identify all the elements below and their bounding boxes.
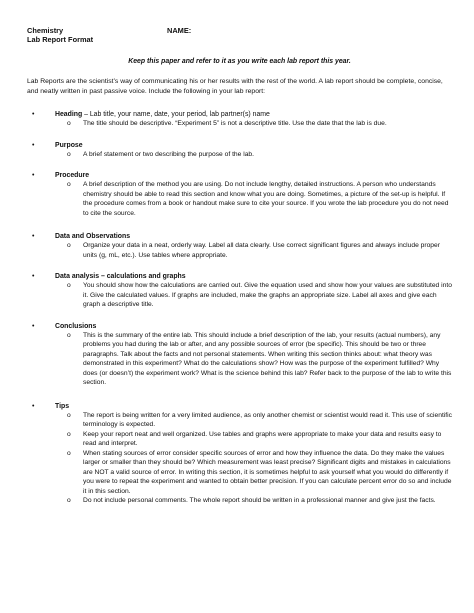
bullet-icon: • (32, 402, 35, 410)
section-heading-label: Data analysis – calculations and graphs (55, 273, 186, 281)
list-item-text: Organize your data in a neat, orderly way. Label all data clearly. Use correct significant figures and always include proper units (g, mL, etc.). Use tables where appropriate. (83, 242, 440, 259)
section-heading-label: Data and Observations (55, 233, 131, 241)
section-heading-label: Tips (55, 402, 70, 410)
list-item-text: A brief statement or two describing the purpose of the lab. (83, 150, 255, 158)
list-item-text: A brief description of the method you are using. Do not include lengthy, detailed instructions. A person who understands chemistry should be able to read this section and know what you are doing. Sometimes, a picture of the set-up is helpful. If the procedure comes from a book or handout make sure to cite your source. If you wrote the lab procedure you do not need to cite the source. (83, 181, 449, 217)
list-item (67, 180, 452, 218)
list-item (67, 449, 452, 497)
sub-bullet-icon: o (67, 331, 71, 339)
section-heading (55, 110, 452, 119)
section-heading (55, 272, 452, 281)
section-heading (27, 110, 452, 129)
document-page (27, 26, 452, 506)
list-item-text: You should show how the calculations are carried out. Give the equation used and show how your values are substituted into it. Give the calculated values. If graphs are included, make the graphs an appropriate size. Label all axes and give each graph a descriptive title. (83, 282, 452, 309)
section-heading-label: Purpose (55, 141, 83, 149)
section-conclusions (27, 322, 452, 388)
list-item (67, 150, 452, 160)
section-heading-label: Heading (55, 111, 83, 119)
sub-bullet-icon: o (67, 120, 71, 128)
section-data-and-observations (27, 232, 452, 260)
section-tips (27, 402, 452, 506)
bullet-icon: • (32, 172, 35, 180)
name-label: NAME: (167, 26, 192, 35)
bullet-icon: • (32, 233, 35, 241)
section-heading-detail: – Lab title, your name, date, your period, lab partner(s) name (82, 111, 270, 119)
section-heading (55, 171, 452, 180)
sub-bullet-icon: o (67, 411, 71, 419)
sub-bullet-icon: o (67, 242, 71, 250)
section-heading-label: Procedure (55, 172, 90, 180)
section-heading (55, 232, 452, 241)
section-list (27, 110, 452, 506)
list-item (67, 430, 452, 449)
sub-bullet-icon: o (67, 430, 71, 438)
bullet-icon: • (32, 322, 35, 330)
list-item (67, 281, 452, 310)
list-item (67, 331, 452, 388)
list-item-text: The report is being written for a very limited audience, as only another chemist or scientist would read it. This use of scientific terminology is expected. (83, 411, 452, 429)
bullet-icon: • (32, 273, 35, 281)
sub-bullet-icon: o (67, 497, 71, 505)
document-title: Lab Report Format (27, 35, 94, 44)
list-item-text: Keep your report neat and well organized. Use tables and graphs were appropriate to make your data and results easy to read and interpret. (83, 430, 442, 448)
list-item-text: Do not include personal comments. The whole report should be written in a professional manner and give just the facts. (83, 497, 436, 505)
sub-bullet-icon: o (67, 150, 71, 158)
section-heading (55, 402, 452, 411)
list-item (67, 496, 452, 506)
section-heading (55, 141, 452, 150)
section-data-analysis-calculations-and-graphs (27, 272, 452, 310)
list-item-text: The title should be descriptive. “Experiment 5” is not a descriptive title. Use the date that the lab is due. (83, 120, 387, 128)
sub-bullet-icon: o (67, 449, 71, 457)
instruction-note: Keep this paper and refer to it as you write each lab report this year. (128, 58, 351, 65)
document-header (27, 26, 452, 44)
section-purpose (27, 141, 452, 160)
sub-bullet-icon: o (67, 181, 71, 189)
list-item-text: When stating sources of error consider specific sources of error and how they influence the data. Do they make the values larger or smaller than they should be? Which measurement was least precise? Significant digits and mistakes in calculations are NOT a valid source of error. In writing this section, it is sometimes helpful to ask yourself what you would do differently if you were to repeat the experiment and wanted to obtain better precision. If you can calculate percent error do so and include it in this section. (83, 449, 452, 495)
bullet-icon: • (32, 111, 35, 119)
list-item (67, 119, 452, 129)
bullet-icon: • (32, 141, 35, 149)
intro-paragraph: Lab Reports are the scientist’s way of communicating his or her results with the rest of the world. A lab report should be complete, concise, and neatly written in past passive voice. Include the following in your lab report: (27, 78, 443, 95)
section-procedure (27, 171, 452, 218)
section-heading-label: Conclusions (55, 322, 97, 330)
sub-bullet-icon: o (67, 282, 71, 290)
list-item (67, 241, 452, 260)
list-item (67, 411, 452, 430)
section-heading (55, 322, 452, 331)
subject-label: Chemistry (27, 26, 64, 35)
list-item-text: This is the summary of the entire lab. This should include a brief description of the lab, your results (actual numbers), any problems you had during the lab or after, and any possible sources of error (be specific). This should be two or three paragraphs. Talk about the facts and not personal statements. When writing this section thinks about: what theory was demonstrated in this experiment? What do the calculations show? How was the purpose of the experiment fulfilled? Why does (or doesn’t) the experiment work? What is the science behind this lab? Refer back to the purpose of the lab to write this section. (83, 331, 452, 387)
